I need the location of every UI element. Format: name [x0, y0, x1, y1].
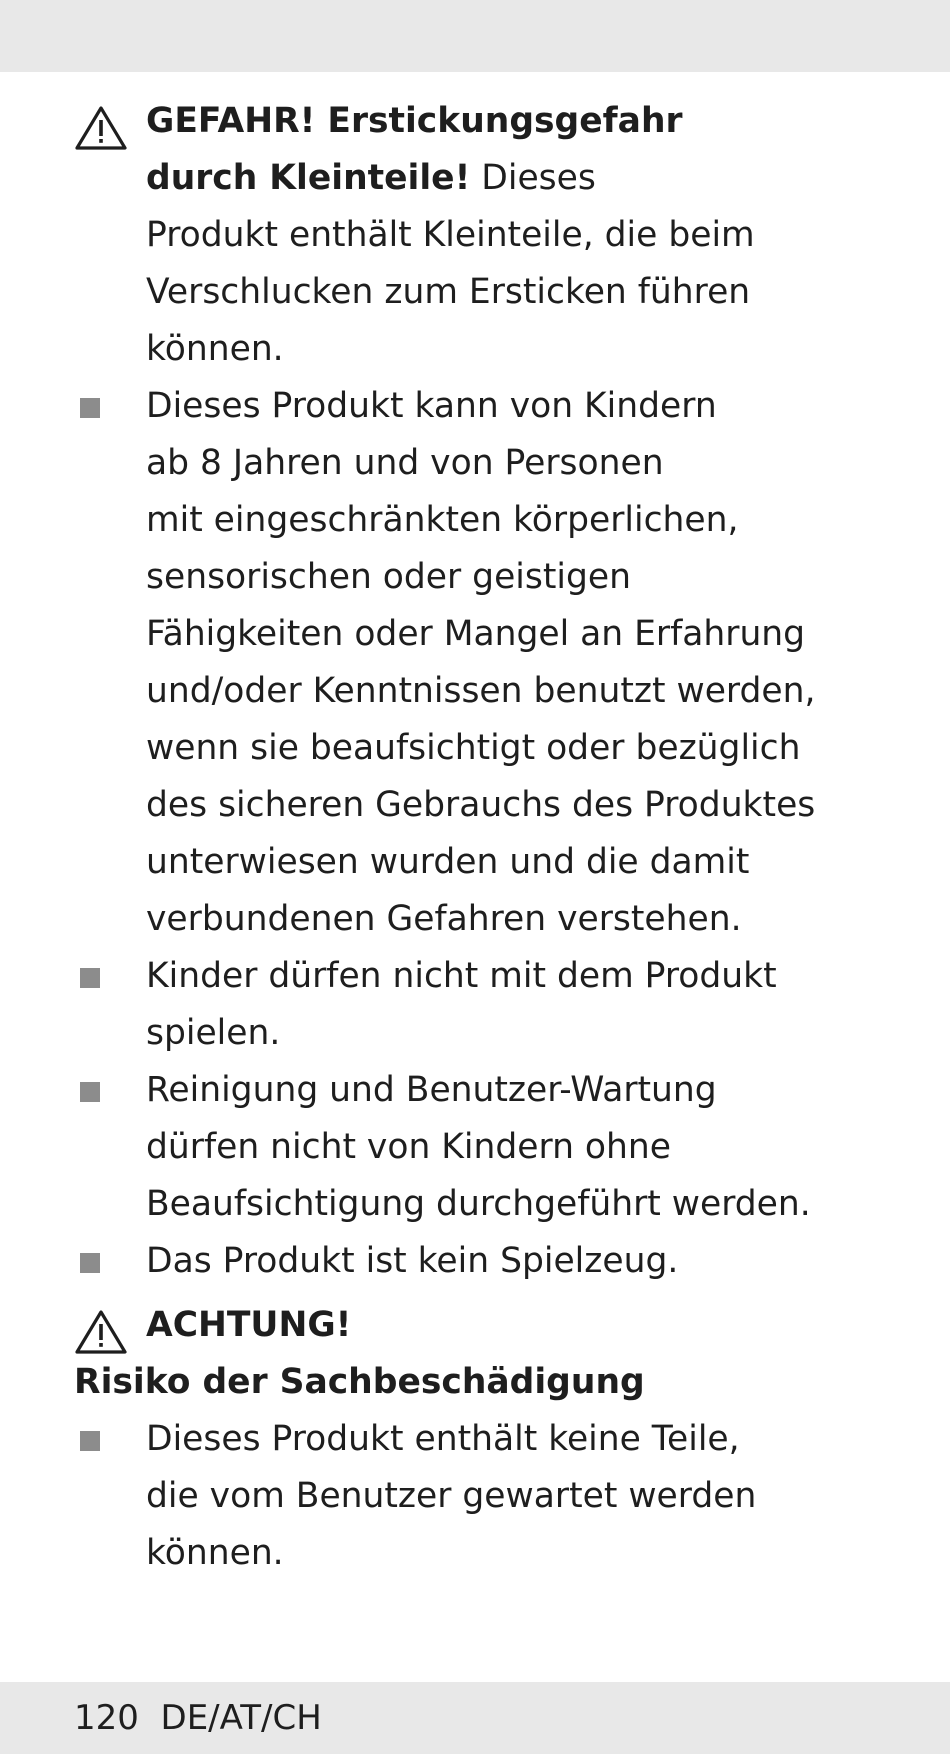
list-item-line: die vom Benutzer gewartet werden: [146, 1476, 757, 1516]
list-item-line: Dieses Produkt enthält keine Teile,: [146, 1419, 740, 1459]
danger-text-line: [146, 150, 874, 207]
square-bullet-icon: [80, 968, 100, 988]
list-item-line: des sicheren Gebrauchs des Produktes: [146, 785, 816, 825]
list-item-line: Reinigung und Benutzer-Wartung: [146, 1070, 717, 1110]
list-item-line: können.: [146, 1533, 284, 1573]
danger-text-line: Produkt enthält Kleinteile, die beim: [146, 215, 755, 255]
list-item-line: verbundenen Gefahren verstehen.: [146, 899, 742, 939]
header-band: [0, 0, 950, 72]
danger-text-start: Dieses: [470, 158, 596, 198]
square-bullet-icon: [80, 1253, 100, 1273]
attention-subtitle: Risiko der Sachbeschädigung: [74, 1362, 645, 1402]
danger-text-line: Verschlucken zum Ersticken führen: [146, 272, 751, 312]
list-item-line: mit eingeschränkten körperlichen,: [146, 500, 739, 540]
list-item-line: Dieses Produkt kann von Kindern: [146, 386, 717, 426]
list-item: [74, 948, 874, 1062]
danger-row: [74, 93, 874, 378]
list-item: [74, 378, 874, 948]
list-item-line: Fähigkeiten oder Mangel an Erfahrung: [146, 614, 806, 654]
list-item-line: unterwiesen wurden und die damit: [146, 842, 750, 882]
list-item: [74, 1062, 874, 1233]
warning-triangle-icon: [74, 105, 128, 151]
attention-warning: [74, 1297, 874, 1582]
page-footer: 120 DE/AT/CH: [74, 1698, 322, 1738]
square-bullet-icon: [80, 1431, 100, 1451]
list-item-line: Beaufsichtigung durchgeführt werden.: [146, 1184, 811, 1224]
warning-triangle-icon: [74, 1309, 128, 1355]
list-item-line: dürfen nicht von Kindern ohne: [146, 1127, 671, 1167]
list-item: [74, 1233, 874, 1290]
danger-warning: [74, 93, 874, 1290]
list-item-line: und/oder Kenntnissen benutzt werden,: [146, 671, 816, 711]
list-item: [74, 1411, 874, 1582]
square-bullet-icon: [80, 1082, 100, 1102]
attention-row: [74, 1297, 874, 1354]
danger-title: GEFAHR! Erstickungsgefahr: [146, 101, 683, 141]
list-item-line: sensorischen oder geistigen: [146, 557, 631, 597]
list-item-line: spielen.: [146, 1013, 281, 1053]
attention-title: ACHTUNG!: [146, 1305, 352, 1345]
list-item-line: ab 8 Jahren und von Personen: [146, 443, 664, 483]
danger-text-line: können.: [146, 329, 284, 369]
attention-subtitle-row: [74, 1354, 874, 1411]
square-bullet-icon: [80, 398, 100, 418]
danger-title-cont: durch Kleinteile!: [146, 158, 471, 198]
list-item-line: wenn sie beaufsichtigt oder bezüglich: [146, 728, 801, 768]
list-item-line: Kinder dürfen nicht mit dem Produkt: [146, 956, 777, 996]
list-item-line: Das Produkt ist kein Spielzeug.: [146, 1241, 679, 1281]
